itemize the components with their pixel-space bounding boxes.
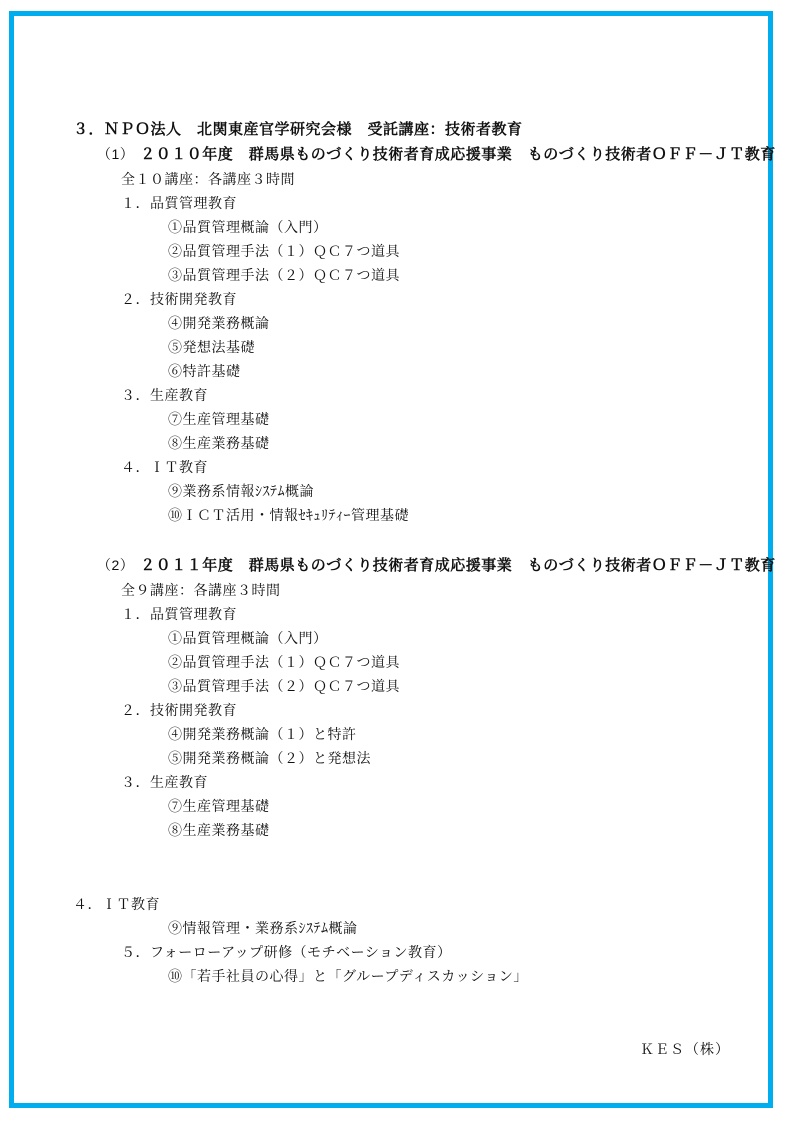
main-heading: ３．ＮＰＯ法人 北関東産官学研究会様 受託講座：技術者教育 <box>73 121 523 138</box>
section2-group3-label: ３．生産教育 <box>121 774 208 790</box>
course-item: ⑦生産管理基礎 <box>168 411 270 427</box>
section2-title-text: ２０１１年度 群馬県ものづくり技術者育成応援事業 ものづくり技術者ＯＦＦ－ＪＴ教育 <box>140 557 776 574</box>
course-item: ②品質管理手法（１）ＱＣ７つ道具 <box>168 654 400 670</box>
course-item: ③品質管理手法（２）ＱＣ７つ道具 <box>168 678 400 694</box>
section2-group1-label: １．品質管理教育 <box>121 606 237 622</box>
footer-gap <box>0 988 794 1037</box>
course-item: ⑩「若手社員の心得」と「グループディスカッション」 <box>168 968 528 984</box>
tail-gap <box>0 842 794 892</box>
course-item: ⑨業務系情報ｼｽﾃﾑ概論 <box>168 483 314 499</box>
tail-group4-label: ４．ＩＴ教育 <box>73 896 160 912</box>
course-item: ①品質管理概論（入門） <box>168 219 328 235</box>
course-item: ⑦生産管理基礎 <box>168 798 270 814</box>
section1-group3-label: ３．生産教育 <box>121 387 208 403</box>
course-item: ⑨情報管理・業務系ｼｽﾃﾑ概論 <box>168 920 358 936</box>
section1-subtitle: 全１０講座：各講座３時間 <box>121 171 295 187</box>
section1-group1-label: １．品質管理教育 <box>121 195 237 211</box>
course-item: ⑩ＩＣＴ活用・情報ｾｷｭﾘﾃｨｰ管理基礎 <box>168 507 409 523</box>
tail-group5-label: ５．フォーローアップ研修（モチベーション教育） <box>121 944 452 960</box>
section1-title-text: ２０１０年度 群馬県ものづくり技術者育成応援事業 ものづくり技術者ＯＦＦ－ＪＴ教育 <box>140 146 776 163</box>
section1-title <box>97 142 794 167</box>
section1-group2-label: ２．技術開発教育 <box>121 291 237 307</box>
course-item: ①品質管理概論（入門） <box>168 630 328 646</box>
section1-group4-label: ４．ＩＴ教育 <box>121 459 208 475</box>
document-content <box>0 118 794 1061</box>
course-item: ②品質管理手法（１）ＱＣ７つ道具 <box>168 243 400 259</box>
course-item: ④開発業務概論（１）と特許 <box>168 726 357 742</box>
section1-title-prefix: （1） <box>97 146 135 162</box>
course-item: ④開発業務概論 <box>168 315 270 331</box>
course-item: ⑧生産業務基礎 <box>168 435 270 451</box>
course-item: ⑤発想法基礎 <box>168 339 255 355</box>
course-item: ⑤開発業務概論（２）と発想法 <box>168 750 371 766</box>
course-item: ③品質管理手法（２）ＱＣ７つ道具 <box>168 267 400 283</box>
section-gap <box>0 527 794 553</box>
section2-subtitle: 全９講座：各講座３時間 <box>121 582 281 598</box>
section2-title-prefix: （2） <box>97 557 135 573</box>
course-item: ⑧生産業務基礎 <box>168 822 270 838</box>
company-name: ＫＥＳ（株） <box>640 1041 730 1057</box>
course-item: ⑥特許基礎 <box>168 363 241 379</box>
section2-group2-label: ２．技術開発教育 <box>121 702 237 718</box>
section2-title <box>97 553 794 578</box>
